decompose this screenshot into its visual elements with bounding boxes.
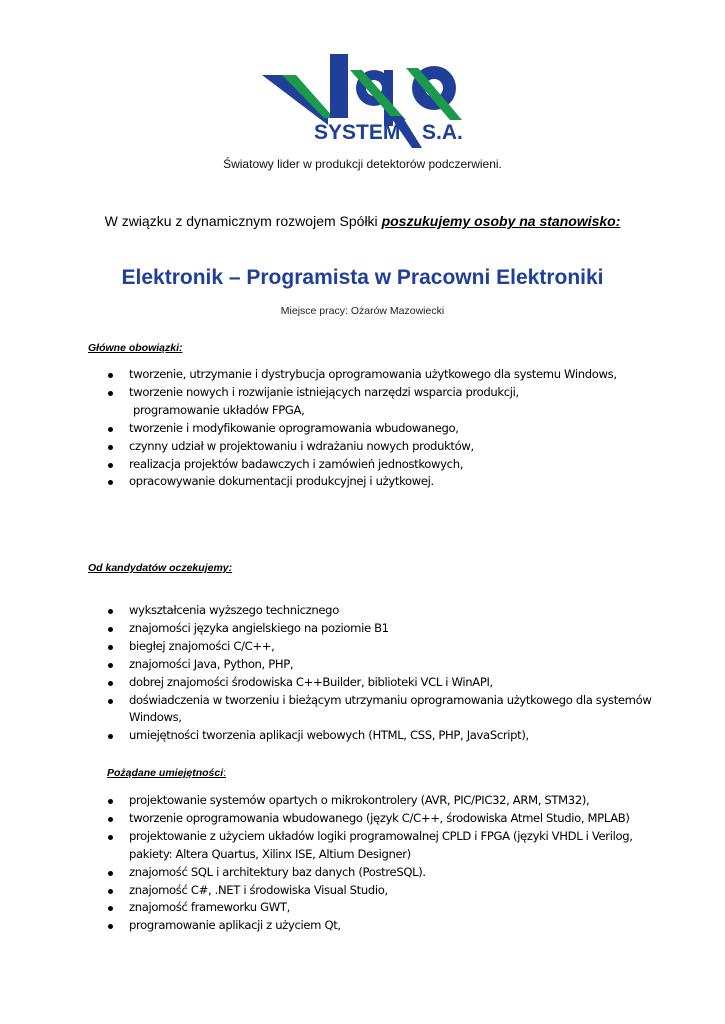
list-item: umiejętności tworzenia aplikacji webowych (HTML, CSS, PHP, JavaScript), [108,727,668,745]
intro-emphasis: poszukujemy osoby na stanowisko: [381,213,621,229]
requirements-list [108,602,668,745]
company-logo [262,50,474,148]
list-item: projektowanie systemów opartych o mikrokontrolery (AVR, PIC/PIC32, ARM, STM32), [108,792,668,810]
vigo-logo-graphic [262,50,474,148]
list-item: wykształcenia wyższego technicznego [108,602,668,620]
heading-colon: : [223,767,227,779]
list-item: opracowywanie dokumentacji produkcyjnej i użytkowej. [108,473,668,491]
list-item: doświadczenia w tworzeniu i bieżącym utrzymaniu oprogramowania użytkowego dla systemów Windows, [108,692,668,728]
list-item: programowanie aplikacji z użyciem Qt, [108,917,668,935]
list-item: znajomość frameworku GWT, [108,899,668,917]
logo-sa-text: S.A. [422,121,463,144]
section-heading-requirements: Od kandydatów oczekujemy: [88,562,233,574]
list-item: realizacja projektów badawczych i zamówień jednostkowych, [108,456,668,474]
list-item: tworzenie, utrzymanie i dystrybucja oprogramowania użytkowego dla systemu Windows, [108,366,668,384]
list-item: znajomości Java, Python, PHP, [108,656,668,674]
list-item: tworzenie i modyfikowanie oprogramowania wbudowanego, [108,420,668,438]
list-item: dobrej znajomości środowiska C++Builder, biblioteki VCL i WinAPI, [108,674,668,692]
job-title: Elektronik – Programista w Pracowni Elektroniki [121,266,604,289]
intro-line [0,213,725,229]
section-heading-desired-skills [107,767,226,779]
list-item: tworzenie nowych i rozwijanie istniejących narzędzi wsparcia produkcji, [108,384,668,402]
work-location: Miejsce pracy: Ożarów Mazowiecki [280,305,445,317]
list-item: znajomość SQL i architektury baz danych (PostreSQL). [108,864,668,882]
list-item: tworzenie oprogramowania wbudowanego (język C/C++, środowiska Atmel Studio, MPLAB) [108,810,668,828]
duties-list [108,366,668,491]
section-heading-duties: Główne obowiązki: [88,342,183,354]
list-item: projektowanie z użyciem układów logiki programowalnej CPLD i FPGA (języki VHDL i Verilog, pakiety: Altera Quartus, Xilinx ISE, Altium Designer) [108,828,668,864]
company-tagline: Światowy lider w produkcji detektorów podczerwieni. [223,157,502,171]
desired-skills-heading-text: Pożądane umiejętności [107,767,224,779]
list-item: znajomości języka angielskiego na poziomie B1 [108,620,668,638]
intro-text: W związku z dynamicznym rozwojem Spółki [104,213,382,229]
list-item: znajomość C#, .NET i środowiska Visual Studio, [108,882,668,900]
logo-system-text: SYSTEM [314,121,401,144]
list-item-continuation: programowanie układów FPGA, [133,402,305,417]
desired-skills-list [108,792,668,935]
list-item: biegłej znajomości C/C++, [108,638,668,656]
list-item: czynny udział w projektowaniu i wdrażaniu nowych produktów, [108,438,668,456]
